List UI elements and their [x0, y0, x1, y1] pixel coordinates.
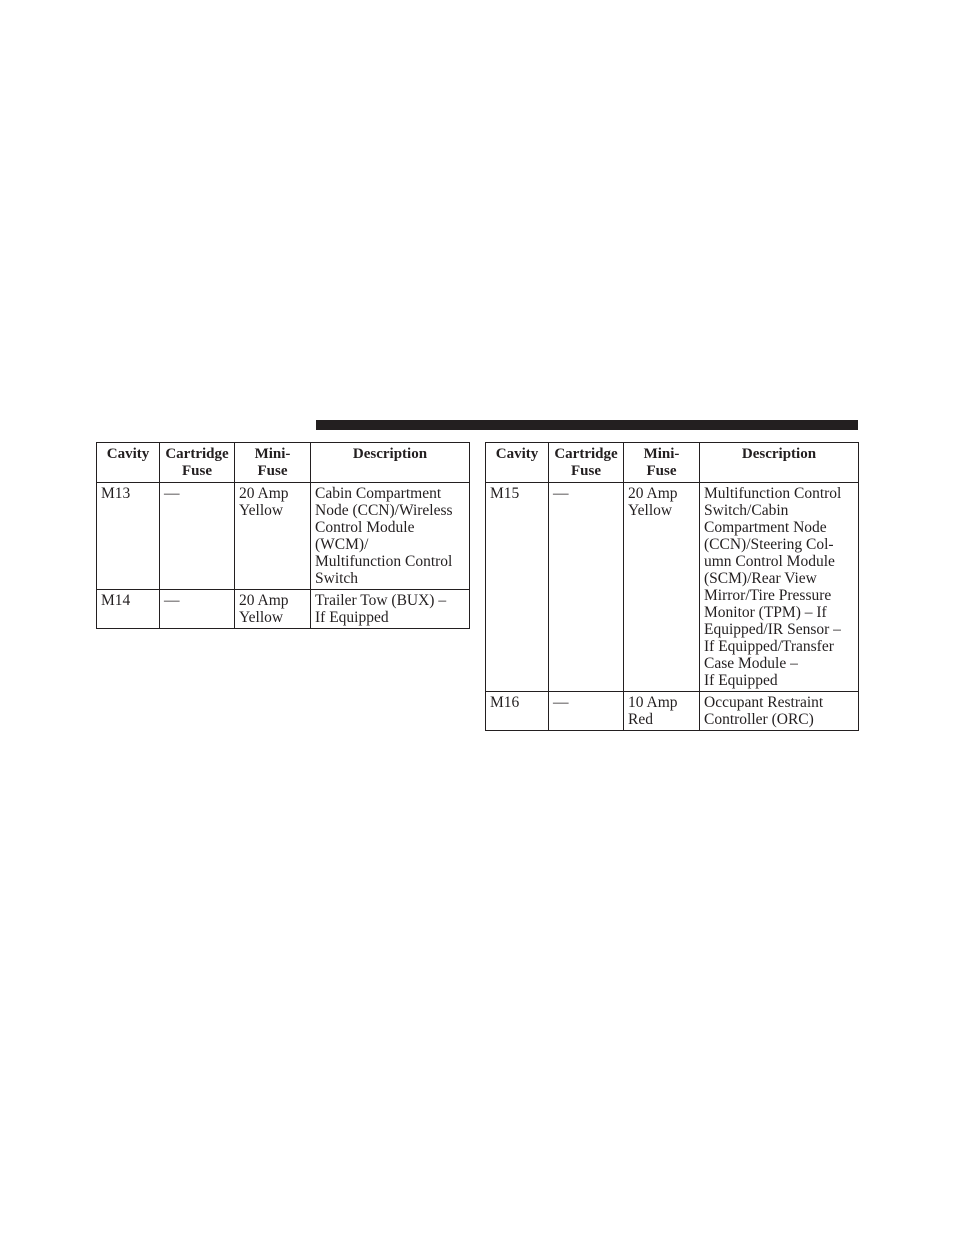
fuse-table-right [485, 442, 859, 731]
description-cell: Cabin Compartment Node (CCN)/Wireless Control Module (WCM)/ Multifunction Control Switch [311, 483, 470, 590]
column-header-cartridge-fuse: Cartridge Fuse [160, 443, 235, 483]
mini-fuse-cell: 20 Amp Yellow [624, 483, 700, 692]
cavity-cell: M15 [486, 483, 549, 692]
mini-fuse-cell: 10 Amp Red [624, 692, 700, 731]
description-cell: Trailer Tow (BUX) – If Equipped [311, 590, 470, 629]
column-header-cavity: Cavity [486, 443, 549, 483]
column-header-mini-fuse: Mini- Fuse [235, 443, 311, 483]
table-row [97, 483, 470, 590]
table-row [97, 590, 470, 629]
cartridge-fuse-cell: — [549, 483, 624, 692]
cartridge-fuse-cell: — [160, 590, 235, 629]
fuse-table-left [96, 442, 470, 629]
cartridge-fuse-cell: — [549, 692, 624, 731]
description-cell: Occupant Restraint Controller (ORC) [700, 692, 859, 731]
table-row [486, 692, 859, 731]
cavity-cell: M13 [97, 483, 160, 590]
table-header-row [97, 443, 470, 483]
column-header-cavity: Cavity [97, 443, 160, 483]
cartridge-fuse-cell: — [160, 483, 235, 590]
description-cell: Multifunction Control Switch/Cabin Compartment Node (CCN)/Steering Col- umn Control Module (SCM)/Rear View Mirror/Tire Pressure Monitor (TPM) – If Equipped/IR Sensor – If Equipped/Transfer Case Module – If Equipped [700, 483, 859, 692]
column-header-mini-fuse: Mini- Fuse [624, 443, 700, 483]
table-row [486, 483, 859, 692]
column-header-description: Description [700, 443, 859, 483]
column-header-description: Description [311, 443, 470, 483]
column-header-cartridge-fuse: Cartridge Fuse [549, 443, 624, 483]
mini-fuse-cell: 20 Amp Yellow [235, 483, 311, 590]
mini-fuse-cell: 20 Amp Yellow [235, 590, 311, 629]
section-header-bar [316, 420, 858, 430]
table-header-row [486, 443, 859, 483]
cavity-cell: M16 [486, 692, 549, 731]
cavity-cell: M14 [97, 590, 160, 629]
